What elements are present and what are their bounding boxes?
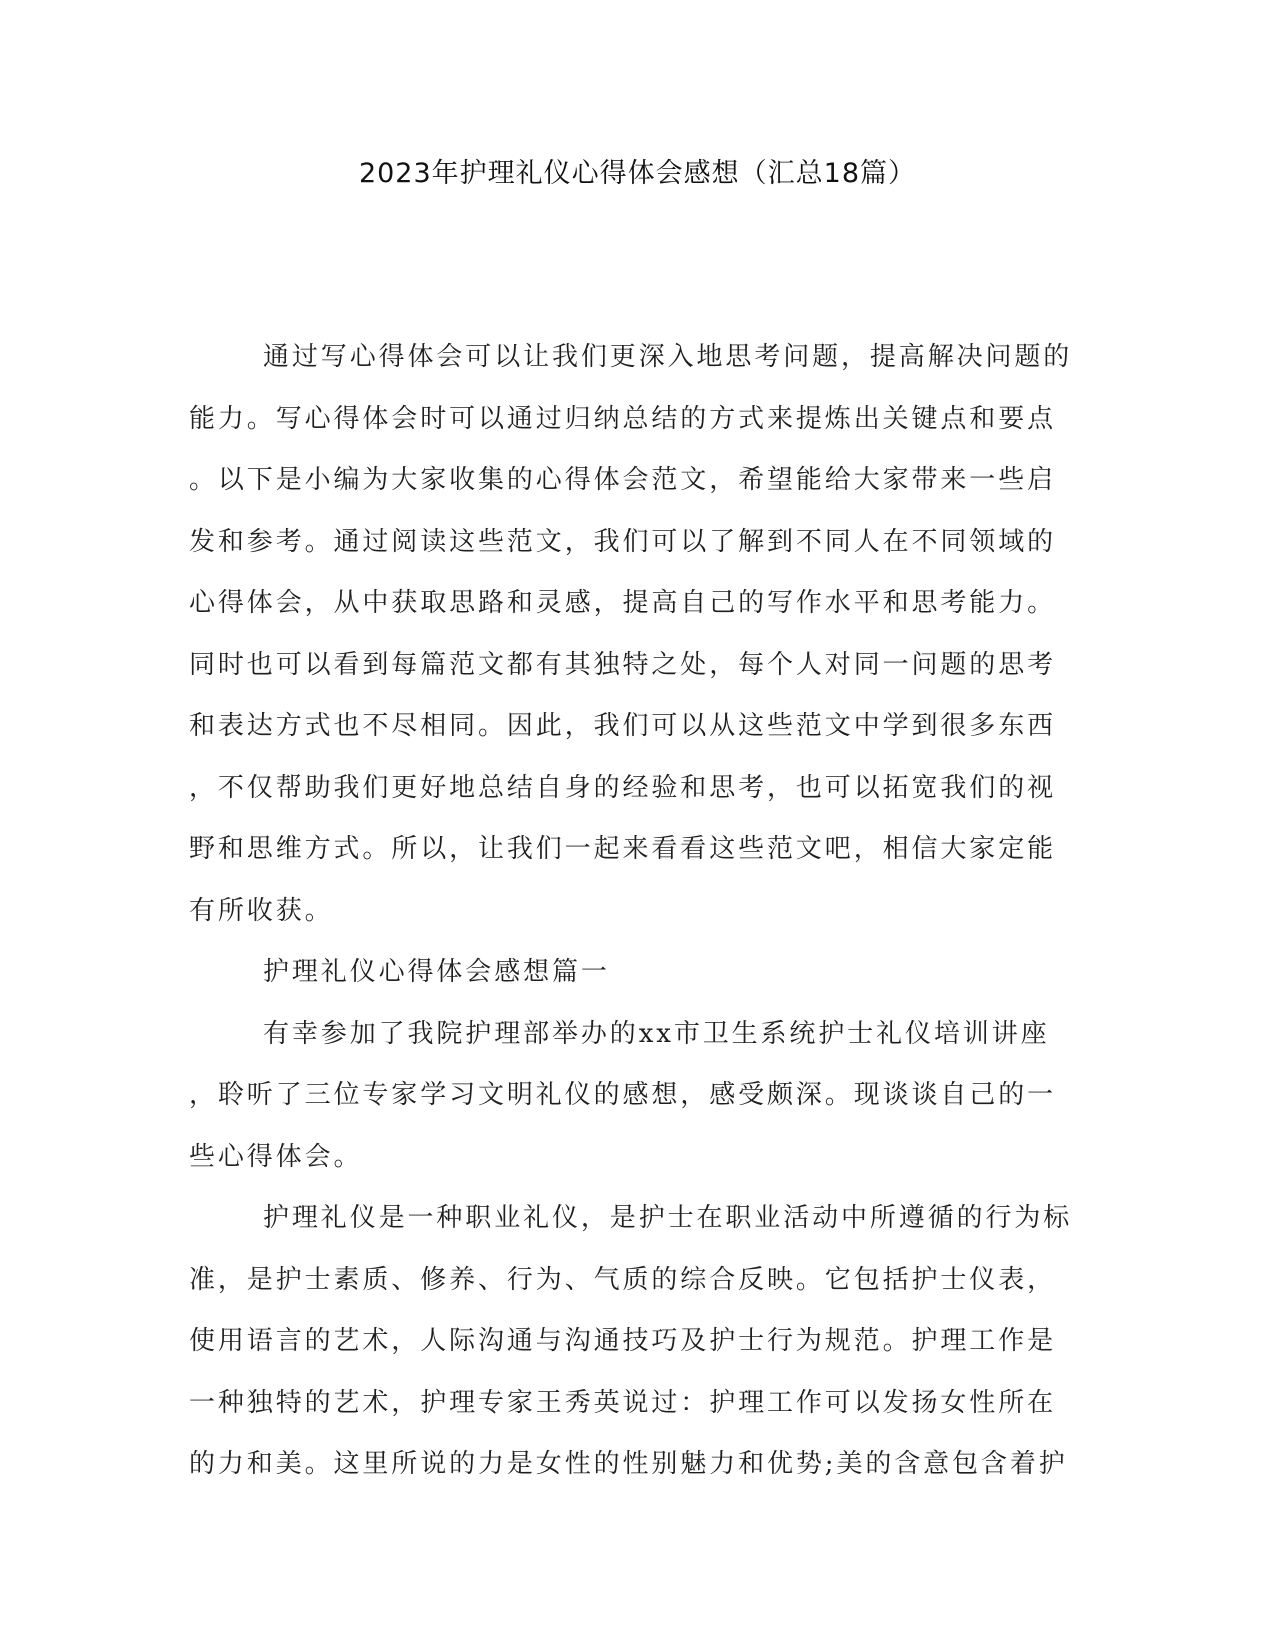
paragraph-line: 和表达方式也不尽相同。因此，我们可以从这些范文中学到很多东西: [189, 711, 1057, 741]
paragraph-line: 心得体会，从中获取思路和灵感，提高自己的写作水平和思考能力。: [189, 588, 1057, 618]
paragraph-line: ，不仅帮助我们更好地总结自身的经验和思考，也可以拓宽我们的视: [189, 772, 1057, 803]
paragraph-line: 准，是护士素质、修养、行为、气质的综合反映。它包括护士仪表，: [189, 1264, 1057, 1295]
paragraph-line: 护理礼仪是一种职业礼仪，是护士在职业活动中所遵循的行为标: [263, 1203, 1073, 1233]
paragraph-line: 。以下是小编为大家收集的心得体会范文，希望能给大家带来一些启: [189, 465, 1057, 495]
paragraph-line: 发和参考。通过阅读这些范文，我们可以了解到不同人在不同领域的: [189, 526, 1057, 557]
paragraph-line: 一种独特的艺术，护理专家王秀英说过：护理工作可以发扬女性所在: [189, 1387, 1057, 1418]
paragraph-line: ，聆听了三位专家学习文明礼仪的感想，感受颇深。现谈谈自己的一: [189, 1080, 1057, 1110]
section-heading: 护理礼仪心得体会感想篇一: [263, 957, 610, 987]
paragraph-line: 野和思维方式。所以，让我们一起来看看这些范文吧，相信大家定能: [189, 834, 1057, 864]
page-title: 2023年护理礼仪心得体会感想（汇总18篇）: [358, 158, 917, 189]
paragraph-line: 有幸参加了我院护理部举办的xx市卫生系统护士礼仪培训讲座: [263, 1018, 1050, 1049]
paragraph-line: 些心得体会。: [189, 1141, 363, 1172]
paragraph-line: 有所收获。: [189, 895, 334, 926]
paragraph-line: 使用语言的艺术，人际沟通与沟通技巧及护士行为规范。护理工作是: [189, 1326, 1057, 1356]
paragraph-line: 同时也可以看到每篇范文都有其独特之处，每个人对同一问题的思考: [189, 649, 1057, 680]
document-body: [189, 327, 1074, 1496]
paragraph-line: 通过写心得体会可以让我们更深入地思考问题，提高解决问题的: [263, 342, 1073, 372]
paragraph-line: 能力。写心得体会时可以通过归纳总结的方式来提炼出关键点和要点: [189, 403, 1057, 434]
paragraph-line: 的力和美。这里所说的力是女性的性别魅力和优势;美的含意包含着护: [189, 1449, 1068, 1479]
